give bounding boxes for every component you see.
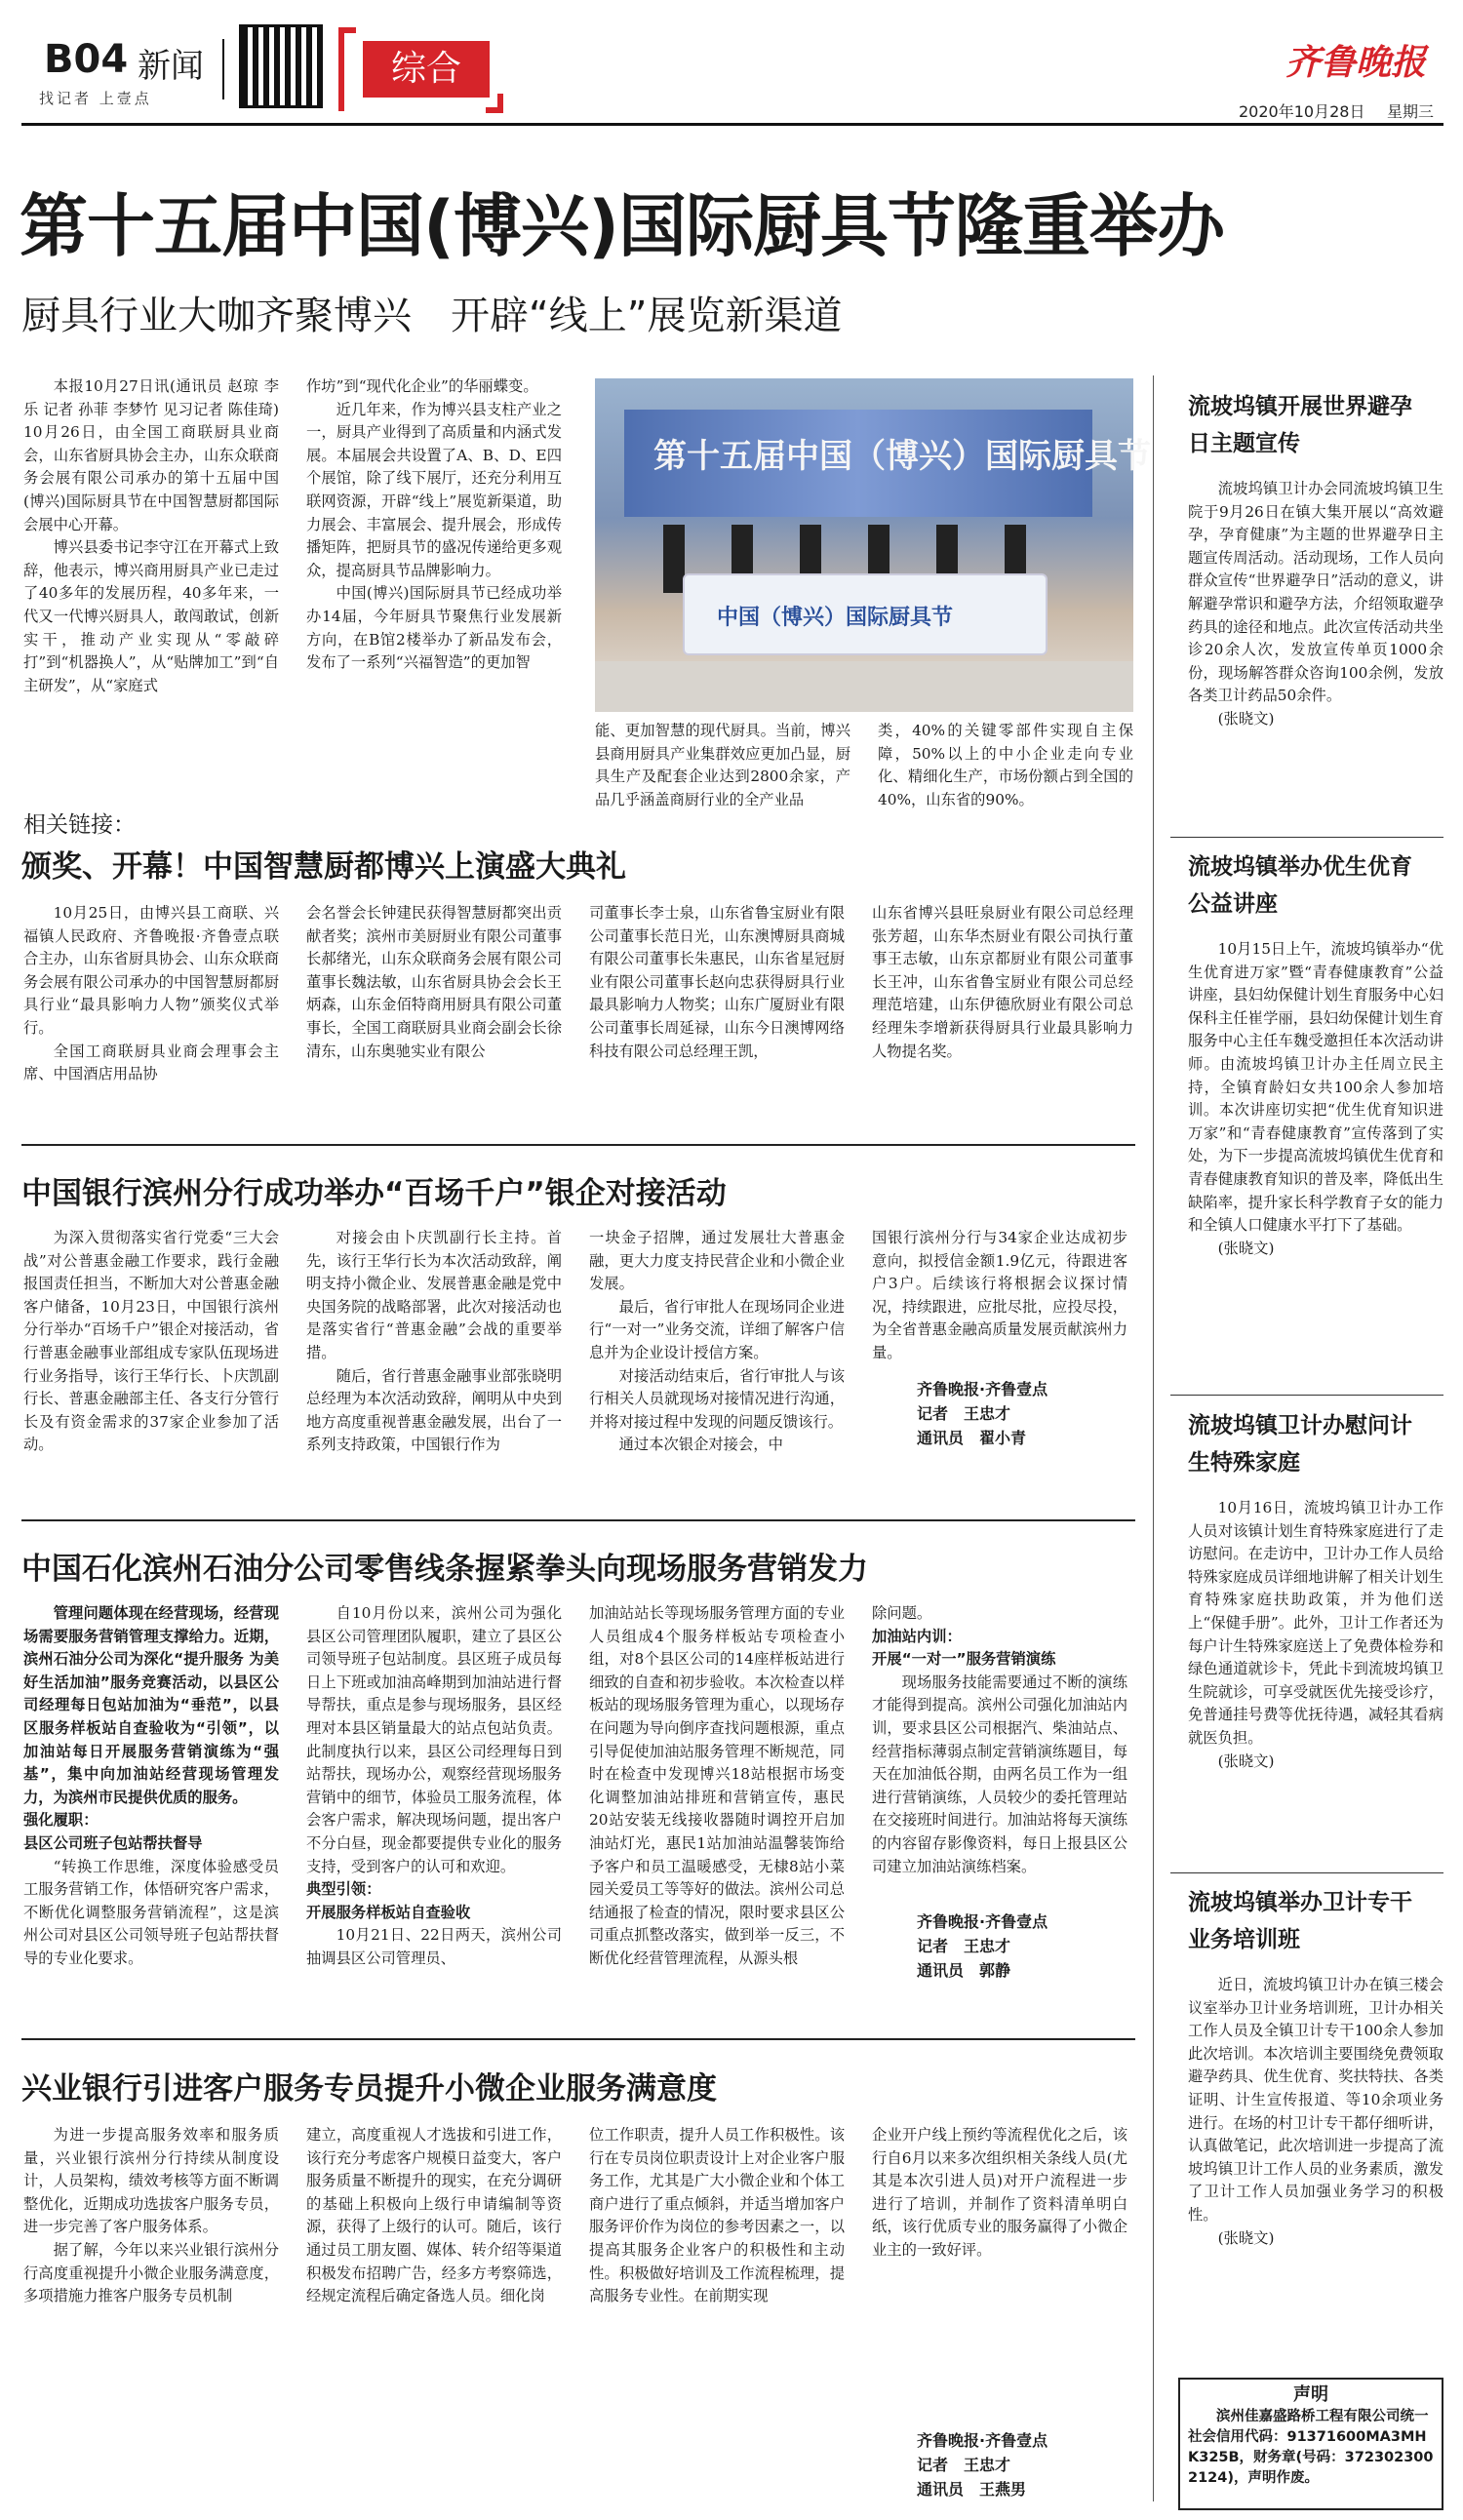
photo-backdrop-sign: 第十五届中国（博兴）国际厨具节 <box>653 437 1151 476</box>
paper-logo: 齐鲁晚报 <box>1285 42 1427 83</box>
sidebar-rule <box>1170 1872 1443 1873</box>
lead-intro: 本报10月27日讯(通讯员 赵琼 李乐 记者 孙菲 李梦竹 见习记者 陈佳琦) 10月26日，由全国工商联厨具业商会，山东省厨具协会主办，山东众联商务会展有限公司承办的第十五届中国(博兴)国际厨具节在中国智慧厨都国际会展中心开幕。 <box>23 377 279 533</box>
sidebar-para: 流坡坞镇卫计办会同流坡坞镇卫生院于9月26日在镇大集开展以“高效避孕，孕育健康”为主题的世界避孕日主题宣传周活动。活动现场，工作人员向群众宣传“世界避孕日”活动的意义，讲解避孕常识和避孕方法，介绍领取避孕药具的途径和地点。此次宣传活动共坐诊20余人次，发放宣传单页1000余份，现场解答群众咨询100余例，发放各类卫计药品50余件。 <box>1188 480 1443 705</box>
sidebar-title: 流坡坞镇举办卫计专干业务培训班 <box>1188 1890 1412 1952</box>
sinopec-col-3 <box>589 1602 845 2022</box>
related-para: 司董事长李士泉，山东省鲁宝厨业有限公司董事长范日光，山东澳博厨具商城有限公司董事长朱惠民，山东省星冠厨业有限公司董事长赵向忠获得厨具行业最具影响力人物奖；山东广厦厨业有限公司董事长周延禄，山东今日澳博网络科技有限公司总经理王凯， <box>589 904 845 1060</box>
lead-col-3 <box>595 720 850 808</box>
sinopec-col-2 <box>306 1602 562 2022</box>
sinopec-headline: 中国石化滨州石油分公司零售线条握紧拳头向现场服务营销发力 <box>21 1552 868 1587</box>
related-para: 全国工商联厨具业商会理事会主席、中国酒店用品协 <box>23 1042 279 1083</box>
section-divider <box>222 39 224 99</box>
boc-headline: 中国银行滨州分行成功举办“百场千户”银企对接活动 <box>21 1176 727 1211</box>
sidebar-sig: (张晓文) <box>1217 1752 1275 1770</box>
related-label: 相关链接： <box>23 812 136 838</box>
notice-text: 滨州佳嘉盛路桥工程有限公司统一社会信用代码：91371600MA3MHK325B，财务章(号码：3723023002124)，声明作废。 <box>1188 2409 1434 2486</box>
sidebar-text <box>1188 478 1443 731</box>
tagline: 找记者 上壹点 <box>39 90 152 107</box>
boc-col-4 <box>872 1227 1127 1373</box>
sinopec-subhead: 强化履职： <box>23 1811 99 1830</box>
sidebar-title: 流坡坞镇卫计办慰问计生特殊家庭 <box>1188 1413 1412 1476</box>
related-para: 10月25日，由博兴县工商联、兴福镇人民政府、齐鲁晚报·齐鲁壹点联合主办，山东省厨具协会、山东众联商务会展有限公司承办的中国智慧厨都厨具行业“最具影响力人物”颁奖仪式举行。 <box>23 904 279 1037</box>
masthead-rule <box>21 123 1443 126</box>
boc-col-3 <box>589 1227 845 1482</box>
section-rule <box>21 2038 1135 2040</box>
sinopec-subhead: 开展“一对一”服务营销演练 <box>872 1650 1056 1669</box>
sinopec-col-1 <box>23 1602 279 2022</box>
sidebar-title: 流坡坞镇开展世界避孕日主题宣传 <box>1188 394 1412 456</box>
section-label: 新闻 <box>138 47 204 86</box>
sidebar-rule <box>1170 837 1443 838</box>
lead-subheadline: 厨具行业大咖齐聚博兴 开辟“线上”展览新渠道 <box>21 294 843 338</box>
sinopec-para: “转换工作思维，深度体验感受员工服务营销工作，体悟研究客户需求，不断优化调整服务营销流程”，这是滨州公司对县区公司领导班子包站帮扶督导的专业化要求。 <box>23 1857 279 1967</box>
boc-signature <box>917 1377 1048 1450</box>
boc-sig-reporter: 记者 王忠才 <box>917 1404 1011 1423</box>
issue-weekday: 星期三 <box>1387 102 1435 121</box>
lead-col-2 <box>306 375 562 795</box>
cib-sig-outlet: 齐鲁晚报·齐鲁壹点 <box>917 2431 1048 2450</box>
sidebar-sig: (张晓文) <box>1217 1239 1275 1257</box>
boc-para: 最后，省行审批人在现场同企业进行“一对一”业务交流，详细了解客户信息并为企业设计授信方案。 <box>589 1297 845 1361</box>
boc-para: 通过本次银企对接会，中 <box>618 1436 783 1454</box>
lead-col-4 <box>878 720 1133 808</box>
cib-para: 企业开户线上预约等流程优化之后，该行自6月以来多次组织相关条线人员(尤其是本次引进人员)对开户流程进一步进行了培训，并制作了资料清单明白纸，该行优质专业的服务赢得了小微企业主的一致好评。 <box>872 2126 1127 2259</box>
boc-para: 为深入贯彻落实省行党委“三大会战”对公普惠金融工作要求，践行金融报国责任担当，不断加大对公普惠金融客户储备，10月23日，中国银行滨州分行举办“百场千户”银企对接活动，省行普惠金融事业部组成专家队伍现场进行业务指导，该行王华行长、卜庆凯副行长、普惠金融部主任、各支行分管行长及有资金需求的37家企业参加了活动。 <box>23 1229 279 1454</box>
sinopec-subhead: 典型引领： <box>306 1880 381 1899</box>
page-number: B04 <box>44 37 129 82</box>
notice-box <box>1178 2378 1443 2510</box>
sinopec-subhead: 县区公司班子包站帮扶督导 <box>23 1833 203 1852</box>
boc-col-1 <box>23 1227 279 1482</box>
notice-title: 声明 <box>1293 2384 1328 2405</box>
sinopec-signature <box>917 1910 1048 1983</box>
cib-col-2 <box>306 2124 562 2506</box>
boc-para: 国银行滨州分行与34家企业达成初步意向，拟授信金额1.9亿元，待跟进客户3户。后续该行将根据会议探讨情况，持续跟进，应批尽批，应投尽投，为全省普惠金融高质量发展贡献滨州力量。 <box>872 1229 1127 1361</box>
cib-para: 建立，高度重视人才选拔和引进工作，该行充分考虑客户规模日益变大，客户服务质量不断提升的现实，在充分调研的基础上积极向上级行申请编制等资源，获得了上级行的认可。随后，该行通过员工朋友圈、媒体、转介绍等渠道积极发布招聘广告，经多方考察筛选，经规定流程后确定备选人员。细化岗 <box>306 2126 562 2305</box>
lead-headline: 第十五届中国(博兴)国际厨具节隆重举办 <box>20 186 1224 266</box>
related-col-3 <box>589 902 845 1087</box>
sidebar-para: 10月15日上午，流坡坞镇举办“优生优育进万家”暨“青春健康教育”公益讲座，县妇幼保健计划生育服务中心妇保科主任崔学丽，县妇幼保健计划生育服务中心主任车魏受邀担任本次活动讲师。由流坡坞镇卫计办主任周立民主持，全镇育龄妇女共100余人参加培训。本次讲座切实把“优生优育知识进万家”和“青春健康教育”宣传落到了实处，为下一步提高流坡坞镇优生优育和青春健康教育知识的普及率，降低出生缺陷率，提升家长科学教育子女的能力和全镇人口健康水平打下了基础。 <box>1188 940 1443 1235</box>
column-tag: 综合 <box>363 41 490 98</box>
cib-headline: 兴业银行引进客户服务专员提升小微企业服务满意度 <box>21 2071 717 2107</box>
boc-para: 随后，省行普惠金融事业部张晓明总经理为本次活动致辞，阐明从中央到地方高度重视普惠金融发展，出台了一系列支持政策，中国银行作为 <box>306 1366 562 1454</box>
photo-ground <box>595 661 1133 712</box>
sinopec-subhead: 加油站内训： <box>872 1627 962 1645</box>
sinopec-lead: 管理问题体现在经营现场，经营现场需要服务营销管理支撑给力。近期，滨州石油分公司为深化“提升服务 为美好生活加油”服务竞赛活动，以县区公司经理每日包站加油为“垂范”，以县区服务样板站自查验收为“引领”，以加油站每日开展服务营销演练为“强基”，集中向加油站经营现场管理发力，为滨州市民提供优质的服务。 <box>23 1604 279 1806</box>
sidebar-para: 10月16日，流坡坞镇卫计办工作人员对该镇计划生育特殊家庭进行了走访慰问。在走访中，卫计办工作人员给特殊家庭成员详细地讲解了相关计划生育特殊家庭扶助政策，并为他们送上“保健手册”。此外，卫计工作者还为每户计生特殊家庭送上了免费体检券和绿色通道就诊卡，凭此卡到流坡坞镇卫生院就诊，可享受就医优先接受诊疗，免普通挂号费等优抚待遇，减轻其看病就医负担。 <box>1188 1499 1443 1747</box>
sidebar-sig: (张晓文) <box>1217 709 1275 728</box>
lead-para: 博兴县委书记李守江在开幕式上致辞，他表示，博兴商用厨具产业已走过了40多年的发展历程，40多年来，一代又一代博兴厨具人，敢闯敢试，创新实干，推动产业实现从“零敲碎打”到“机器换人”，从“贴牌加工”到“自主研发”，从“家庭式 <box>23 538 279 694</box>
photo-stage-banner: 中国（博兴）国际厨具节 <box>717 606 954 630</box>
cib-sig-correspondent: 通讯员 王燕男 <box>917 2480 1027 2499</box>
related-col-1 <box>23 902 279 1087</box>
cib-col-4 <box>872 2124 1127 2329</box>
boc-para: 对接会由卜庆凯副行长主持。首先，该行王华行长为本次活动致辞，阐明支持小微企业、发展普惠金融是党中央国务院的战略部署，此次对接活动也是落实省行“普惠金融”会战的重要举措。 <box>306 1229 562 1361</box>
section-rule <box>21 1144 1135 1146</box>
lead-para: 能、更加智慧的现代厨具。当前，博兴县商用厨具产业集群效应更加凸显，厨具生产及配套企业达到2800余家，产品几乎涵盖商厨行业的全产业品 <box>595 722 850 808</box>
sinopec-para: 10月21日、22日两天，滨州公司抽调县区公司管理员、 <box>306 1926 562 1967</box>
cib-col-1 <box>23 2124 279 2506</box>
sidebar-sig: (张晓文) <box>1217 2228 1275 2247</box>
cib-sig-reporter: 记者 王忠才 <box>917 2456 1011 2474</box>
related-col-4 <box>872 902 1133 1087</box>
cib-para: 位工作职责，提升人员工作积极性。该行在专员岗位职责设计上对企业客户服务工作，尤其是广大小微企业和个体工商户进行了重点倾斜，并适当增加客户服务评价作为岗位的参考因素之一，以提高其服务企业客户的积极性和主动性。积极做好培训及工作流程梳理，提高服务专业性。在前期实现 <box>589 2126 845 2305</box>
cib-col-3 <box>589 2124 845 2506</box>
related-headline: 颁奖、开幕！中国智慧厨都博兴上演盛大典礼 <box>21 849 626 885</box>
sidebar-text <box>1188 1974 1443 2250</box>
sinopec-para: 加油站站长等现场服务管理方面的专业人员组成4个服务样板站专项检查小组，对8个县区公司的14座样板站进行细致的自查和初步验收。本次检查以样板站的现场服务管理为重心，以现场存在问题为导向倒序查找问题根源，重点引导促使加油站服务管理不断规范，同时在检查中发现博兴18站根据市场变化调整加油站排班和营销宣传，惠民20站安装无线接收器随时调控开启加油站灯光，惠民1站加油站温馨装饰给予客户和员工温暖感受，无棣8站小菜园关爱员工等等好的做法。滨州公司总结通报了检查的情况，限时要求县区公司重点抓整改落实，做到举一反三，不断优化经营管理流程，从源头根 <box>589 1604 845 1967</box>
sidebar-title: 流坡坞镇举办优生优育公益讲座 <box>1188 854 1412 917</box>
boc-sig-correspondent: 通讯员 翟小青 <box>917 1429 1027 1447</box>
related-para: 会名誉会长钟建民获得智慧厨都突出贡献者奖；滨州市美厨厨业有限公司董事长郝绪光，山东众联商务会展有限公司董事长魏法敏，山东省厨具协会会长王炳森，山东金佰特商用厨具有限公司董事长，全国工商联厨具业商会副会长徐清东，山东奥驰实业有限公 <box>306 904 562 1060</box>
lead-photo <box>595 378 1151 712</box>
related-col-2 <box>306 902 562 1087</box>
section-rule <box>21 1519 1135 1521</box>
issue-date: 2020年10月28日 <box>1239 102 1365 121</box>
lead-para: 作坊”到“现代化企业”的华丽蝶变。 <box>306 377 538 395</box>
qr-code-icon <box>239 24 323 108</box>
sinopec-sig-outlet: 齐鲁晚报·齐鲁壹点 <box>917 1912 1048 1931</box>
boc-para: 对接活动结束后，省行审批人与该行相关人员就现场对接情况进行沟通，并将对接过程中发现的问题反馈该行。 <box>589 1366 845 1431</box>
boc-para: 一块金子招牌，通过发展壮大普惠金融，更大力度支持民营企业和小微企业发展。 <box>589 1229 845 1293</box>
sinopec-col-4 <box>872 1602 1127 1905</box>
sidebar-divider <box>1153 375 1154 2501</box>
lead-col-1 <box>23 375 279 795</box>
related-para: 山东省博兴县旺泉厨业有限公司总经理张芳超，山东华杰厨业有限公司执行董事王志敏，山东京都厨业有限公司董事长王冲，山东省鲁宝厨业有限公司总经理范培建，山东伊德欣厨业有限公司总经理朱李增新获得厨具行业最具影响力人物提名奖。 <box>872 904 1133 1060</box>
cib-para: 据了解，今年以来兴业银行滨州分行高度重视提升小微企业服务满意度，多项措施力推客户服务专员机制 <box>23 2240 279 2305</box>
sinopec-subhead: 开展服务样板站自查验收 <box>306 1903 471 1921</box>
sinopec-sig-reporter: 记者 王忠才 <box>917 1937 1011 1955</box>
cib-signature <box>917 2428 1048 2501</box>
column-tag-bracket-right <box>486 94 503 113</box>
sidebar-text <box>1188 938 1443 1260</box>
lead-para: 类，40%的关键零部件实现自主保障，50%以上的中小企业走向专业化、精细化生产，市场份额占到全国的40%，山东省的90%。 <box>878 722 1133 808</box>
sidebar-text <box>1188 1497 1443 1773</box>
sidebar-para: 近日，流坡坞镇卫计办在镇三楼会议室举办卫计业务培训班，卫计办相关工作人员及全镇卫计专干100余人参加此次培训。本次培训主要围绕免费领取避孕药具、优生优育、奖扶特扶、各类证明、计生宣传报道、等10余项业务进行。在场的村卫计专干都仔细听讲，认真做笔记，此次培训进一步提高了流坡坞镇卫计工作人员的业务素质，激发了卫计工作人员加强业务学习的积极性。 <box>1188 1976 1443 2224</box>
sinopec-para: 现场服务技能需要通过不断的演练才能得到提高。滨州公司强化加油站内训，要求县区公司根据汽、柴油站点、经营指标薄弱点制定营销演练题目，每天在加油低谷期，由两名员工作为一组进行营销演练，人员较少的委托管理站在交接班时间进行。加油站将每天演练的内容留存影像资料，每日上报县区公司建立加油站演练档案。 <box>872 1673 1127 1875</box>
column-tag-bracket <box>338 27 356 111</box>
lead-para: 近几年来，作为博兴县支柱产业之一，厨具产业得到了高质量和内涵式发展。本届展会共设置了A、B、D、E四个展馆，除了线下展厅，还充分利用互联网资源，开辟“线上”展览新渠道，助力展会、丰富展会、提升展会，形成传播矩阵，把厨具节的盛况传递给更多观众，提高厨具节品牌影响力。 <box>306 400 562 579</box>
boc-sig-outlet: 齐鲁晚报·齐鲁壹点 <box>917 1380 1048 1398</box>
sinopec-para: 除问题。 <box>872 1604 932 1622</box>
sinopec-para: 自10月份以来，滨州公司为强化县区公司管理团队履职，建立了县区公司领导班子包站制度。县区班子成员每日上下班或加油高峰期到加油站进行督导帮扶，重点是参与现场服务，县区经理对本县区销量最大的站点包站负责。此制度执行以来，县区公司经理每日到站帮扶，现场办公，观察经营现场服务营销中的细节，体验员工服务流程，体会客户需求，解决现场问题，提出客户不分白昼，现金都要提供专业化的服务支持，受到客户的认可和欢迎。 <box>306 1604 562 1875</box>
cib-para: 为进一步提高服务效率和服务质量，兴业银行滨州分行持续从制度设计，人员架构，绩效考核等方面不断调整优化，近期成功选拔客户服务专员，进一步完善了客户服务体系。 <box>23 2126 279 2236</box>
boc-col-2 <box>306 1227 562 1482</box>
lead-para: 中国(博兴)国际厨具节已经成功举办14届，今年厨具节聚焦行业发展新方向，在B馆2楼举办了新品发布会，发布了一系列“兴福智造”的更加智 <box>306 584 562 672</box>
sidebar-rule <box>1170 1395 1443 1396</box>
sinopec-sig-correspondent: 通讯员 郭静 <box>917 1961 1011 1980</box>
